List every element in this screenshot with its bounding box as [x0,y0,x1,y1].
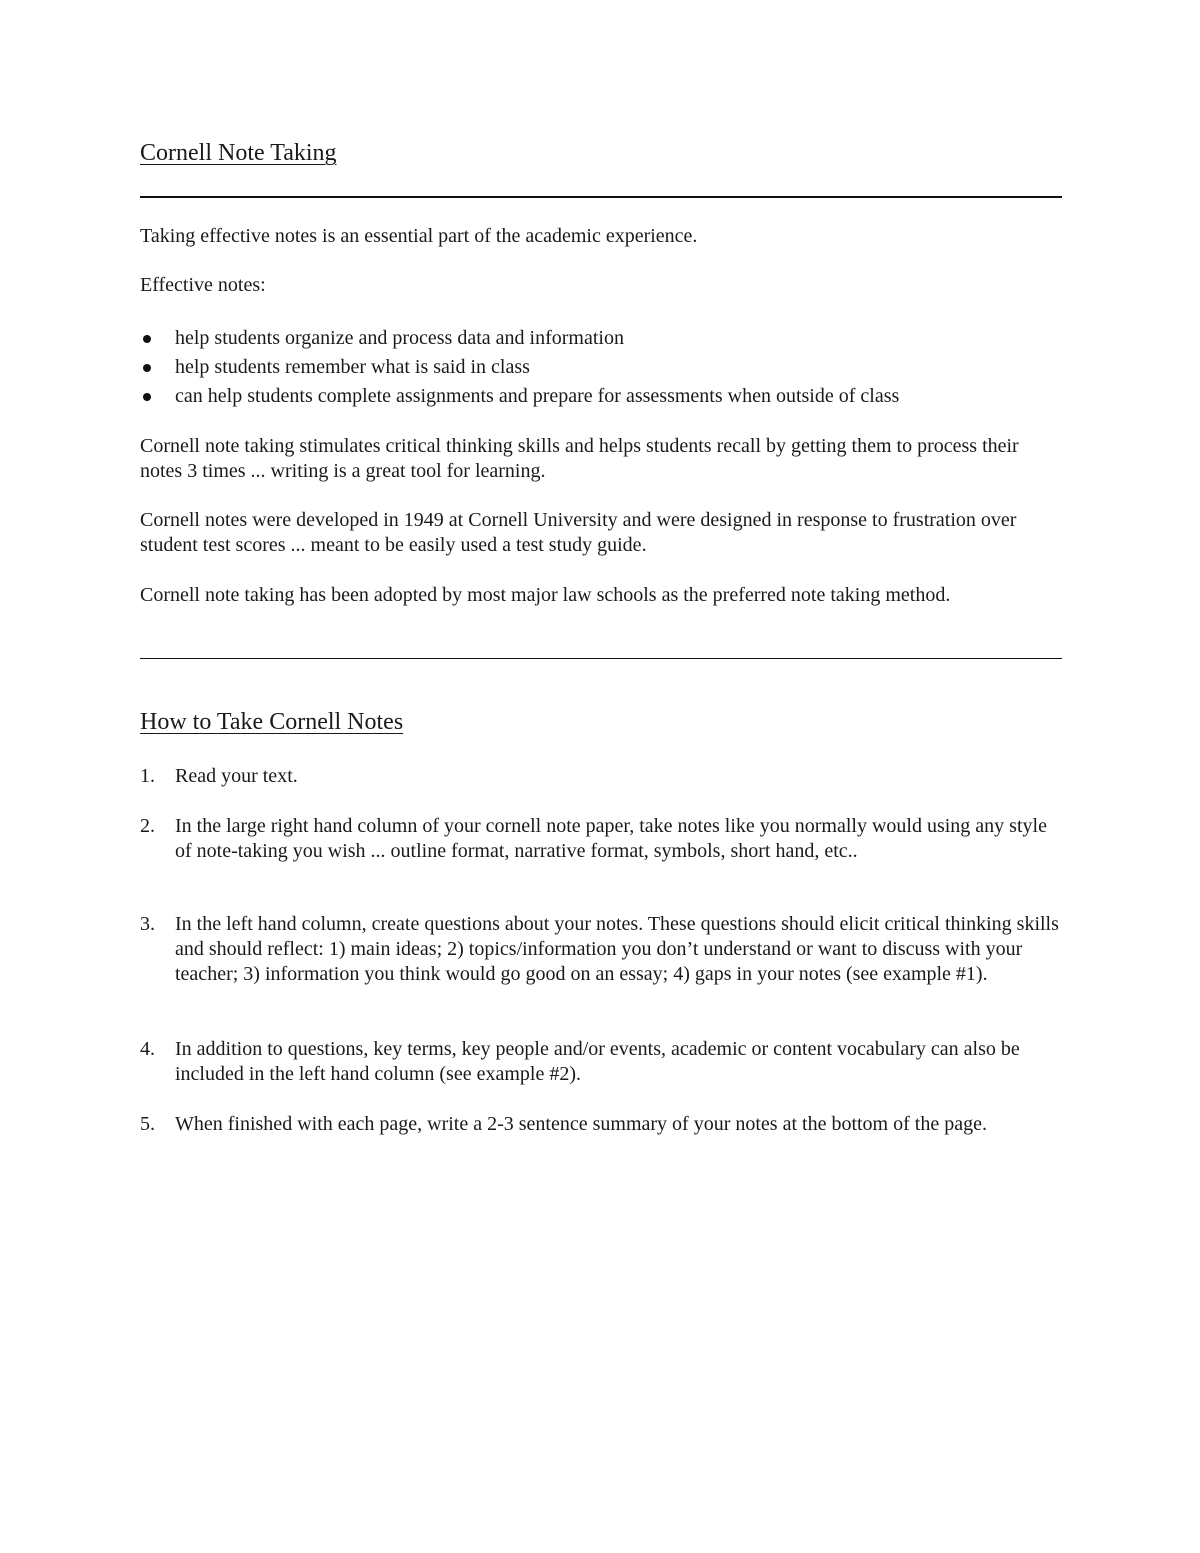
step-item [140,1037,1062,1087]
step-text: In addition to questions, key terms, key people and/or events, academic or content vocabulary can also be included in the left hand column (see example #2). [175,1038,1020,1085]
step-number: 5. [140,1113,155,1135]
step-text: In the large right hand column of your cornell note paper, take notes like you normally would using any style of note-taking you wish ... outline format, narrative format, symbols, short hand, etc.. [175,815,1047,862]
step-item [140,764,1062,789]
step-item [140,912,1062,987]
step-number: 4. [140,1038,155,1060]
intro-paragraph: Taking effective notes is an essential part of the academic experience. [140,225,698,247]
step-item [140,1112,1062,1137]
section-divider [140,658,1062,659]
step-number: 3. [140,913,155,935]
step-text: When finished with each page, write a 2-3 sentence summary of your notes at the bottom of the page. [175,1113,987,1135]
list-item-text: can help students complete assignments and prepare for assessments when outside of class [175,385,900,407]
effective-notes-lead: Effective notes: [140,274,266,296]
list-item-text: help students remember what is said in class [175,356,530,378]
title-divider [140,196,1062,198]
list-item [140,382,1062,411]
list-item [140,324,1062,353]
step-text: Read your text. [175,765,298,787]
paragraph-critical-thinking: Cornell note taking stimulates critical thinking skills and helps students recall by getting them to process their notes 3 times ... writing is a great tool for learning. [140,435,1019,482]
section-title-cornell-note-taking: Cornell Note Taking [140,140,337,166]
bullet-icon [143,364,151,372]
step-item [140,814,1062,864]
step-text: In the left hand column, create questions about your notes. These questions should elicit critical thinking skills and should reflect: 1) main ideas; 2) topics/information you don’t understand or want to discuss with your teacher; 3) information you think would go good on an essay; 4) gaps in your notes (see example #1). [175,913,1059,985]
step-number: 2. [140,815,155,837]
paragraph-history: Cornell notes were developed in 1949 at Cornell University and were designed in response to frustration over student test scores ... meant to be easily used a test study guide. [140,509,1017,556]
paragraph-law-schools: Cornell note taking has been adopted by most major law schools as the preferred note taking method. [140,584,951,606]
list-item [140,353,1062,382]
step-number: 1. [140,765,155,787]
bullet-icon [143,335,151,343]
section-title-how-to: How to Take Cornell Notes [140,709,404,735]
bullet-icon [143,393,151,401]
list-item-text: help students organize and process data and information [175,327,624,349]
effective-notes-list [140,324,1062,411]
document-page [140,0,1062,1553]
